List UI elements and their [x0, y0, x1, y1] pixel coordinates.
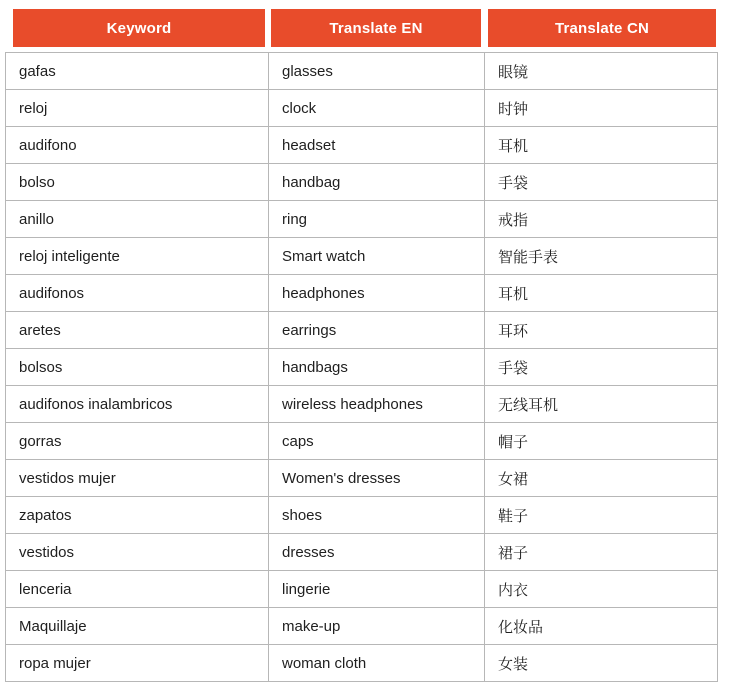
translate-cn-cell: 女装 [485, 645, 718, 682]
table-header-row [5, 9, 718, 52]
translate-cn-cell: 耳环 [485, 312, 718, 349]
translate-en-cell: woman cloth [269, 645, 485, 682]
table-row [6, 312, 718, 349]
keyword-cell: vestidos [6, 534, 269, 571]
translate-cn-cell: 女裙 [485, 460, 718, 497]
translate-en-cell: Smart watch [269, 238, 485, 275]
keyword-cell: zapatos [6, 497, 269, 534]
table-row [6, 201, 718, 238]
translate-en-cell: handbags [269, 349, 485, 386]
translate-en-cell: caps [269, 423, 485, 460]
keyword-cell: vestidos mujer [6, 460, 269, 497]
table-row [6, 645, 718, 682]
table-row [6, 386, 718, 423]
translation-table [5, 9, 718, 682]
translate-en-cell: make-up [269, 608, 485, 645]
table-row [6, 238, 718, 275]
translate-en-cell: earrings [269, 312, 485, 349]
translate-cn-cell: 戒指 [485, 201, 718, 238]
translate-cn-cell: 耳机 [485, 275, 718, 312]
table-body [5, 52, 718, 682]
column-header-keyword: Keyword [5, 9, 268, 52]
keyword-cell: audifonos inalambricos [6, 386, 269, 423]
translate-cn-cell: 裙子 [485, 534, 718, 571]
translate-cn-cell: 内衣 [485, 571, 718, 608]
table-row [6, 571, 718, 608]
table-row [6, 497, 718, 534]
table-row [6, 275, 718, 312]
translate-cn-cell: 无线耳机 [485, 386, 718, 423]
table-row [6, 53, 718, 90]
translate-cn-cell: 化妆品 [485, 608, 718, 645]
keyword-cell: reloj [6, 90, 269, 127]
table-row [6, 460, 718, 497]
translate-cn-cell: 帽子 [485, 423, 718, 460]
translate-cn-cell: 耳机 [485, 127, 718, 164]
keyword-cell: ropa mujer [6, 645, 269, 682]
keyword-cell: lenceria [6, 571, 269, 608]
keyword-cell: reloj inteligente [6, 238, 269, 275]
keyword-cell: audifono [6, 127, 269, 164]
translate-en-cell: Women's dresses [269, 460, 485, 497]
translate-en-cell: ring [269, 201, 485, 238]
translate-cn-cell: 手袋 [485, 349, 718, 386]
translate-en-cell: headset [269, 127, 485, 164]
keyword-cell: gorras [6, 423, 269, 460]
table-row [6, 608, 718, 645]
translate-en-cell: handbag [269, 164, 485, 201]
translate-cn-cell: 手袋 [485, 164, 718, 201]
keyword-cell: bolsos [6, 349, 269, 386]
table-row [6, 534, 718, 571]
translate-en-cell: headphones [269, 275, 485, 312]
table-row [6, 127, 718, 164]
keyword-cell: anillo [6, 201, 269, 238]
translate-en-cell: clock [269, 90, 485, 127]
table-row [6, 90, 718, 127]
translate-en-cell: shoes [269, 497, 485, 534]
column-header-translate-cn: Translate CN [484, 9, 718, 52]
translate-en-cell: dresses [269, 534, 485, 571]
translate-en-cell: wireless headphones [269, 386, 485, 423]
keyword-cell: bolso [6, 164, 269, 201]
translate-en-cell: lingerie [269, 571, 485, 608]
table-row [6, 423, 718, 460]
table-row [6, 349, 718, 386]
keyword-cell: gafas [6, 53, 269, 90]
translate-cn-cell: 时钟 [485, 90, 718, 127]
translate-en-cell: glasses [269, 53, 485, 90]
translate-cn-cell: 鞋子 [485, 497, 718, 534]
translate-cn-cell: 眼镜 [485, 53, 718, 90]
keyword-cell: aretes [6, 312, 269, 349]
keyword-cell: Maquillaje [6, 608, 269, 645]
keyword-cell: audifonos [6, 275, 269, 312]
column-header-translate-en: Translate EN [268, 9, 484, 52]
table-row [6, 164, 718, 201]
translate-cn-cell: 智能手表 [485, 238, 718, 275]
